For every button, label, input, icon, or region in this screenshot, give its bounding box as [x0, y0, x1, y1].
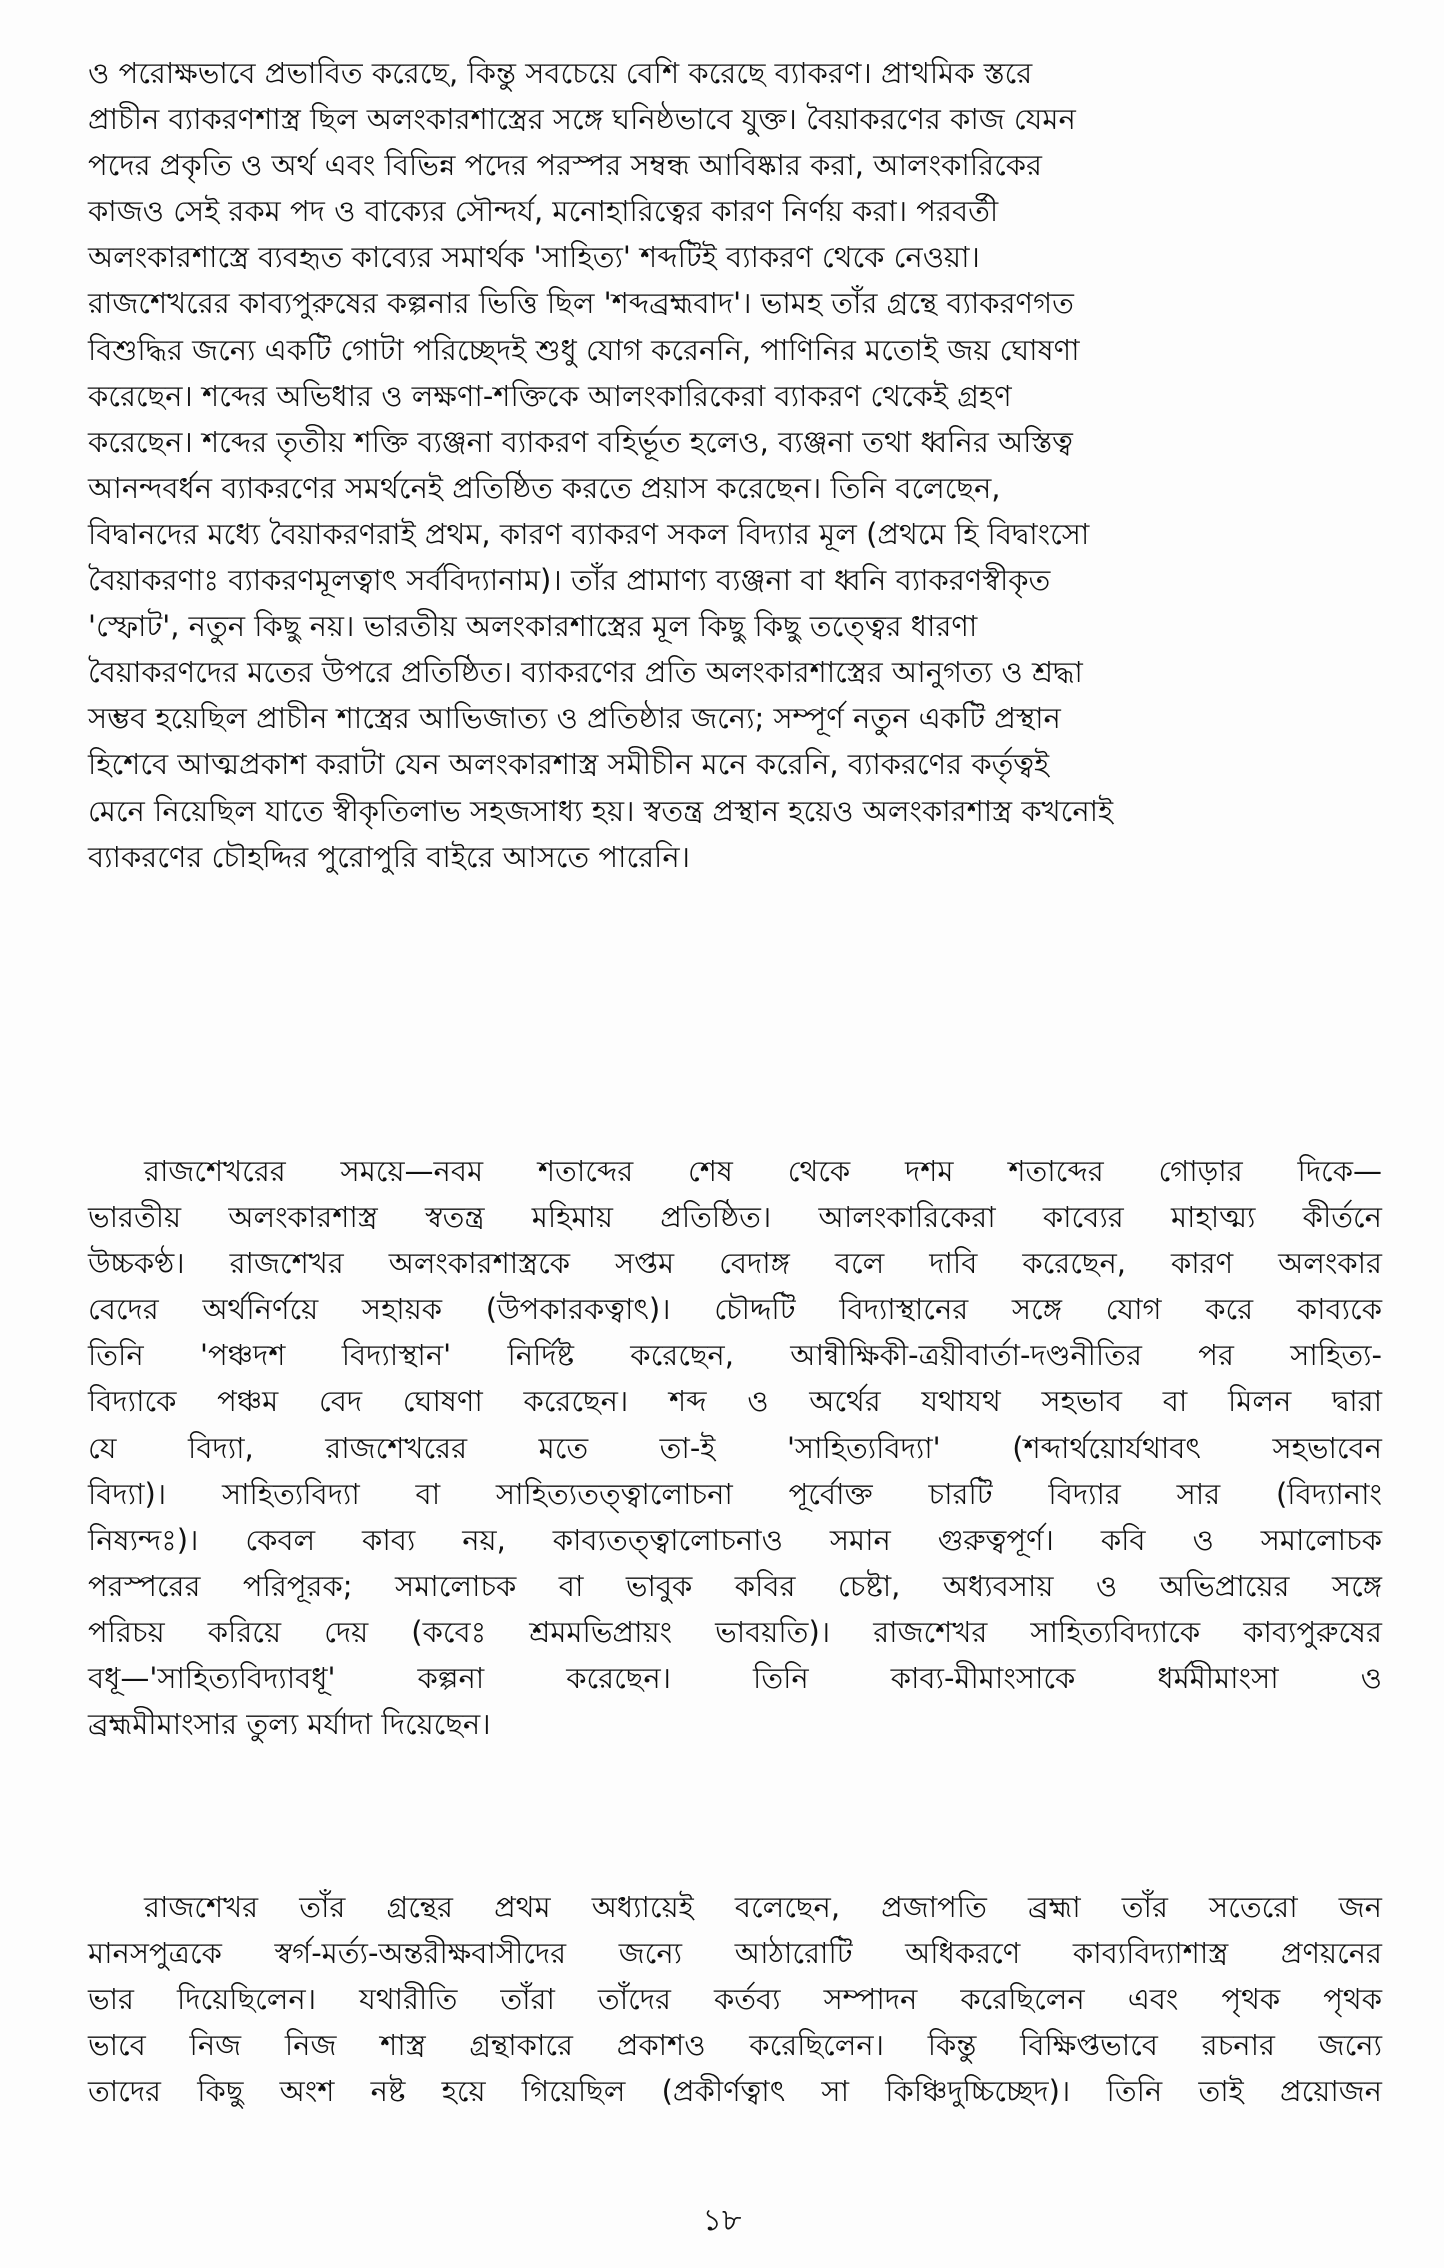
text-line: করেছেন। শব্দের তৃতীয় শক্তি ব্যঞ্জনা ব্যাকরণ বহির্ভূত হলেও, ব্যঞ্জনা তথা ধ্বনির অস্তিত্ব — [88, 424, 1073, 459]
paragraph-2-lines — [88, 1148, 1382, 1747]
text-line: তাদের কিছু অংশ নষ্ট হয়ে গিয়েছিল (প্রকীর্ণত্বাৎ সা কিঞ্চিদুচ্চিচ্ছেদ)। তিনি তাই প্রয়োজন — [88, 2074, 1382, 2109]
text-line: আনন্দবর্ধন ব্যাকরণের সমর্থনেই প্রতিষ্ঠিত করতে প্রয়াস করেছেন। তিনি বলেছেন, — [88, 470, 1001, 505]
text-line: পরস্পরের পরিপূরক; সমালোচক বা ভাবুক কবির চেষ্টা, অধ্যবসায় ও অভিপ্রায়ের সঙ্গে — [88, 1568, 1382, 1603]
text-line: পদের প্রকৃতি ও অর্থ এবং বিভিন্ন পদের পরস্পর সম্বন্ধ আবিষ্কার করা, আলংকারিকের — [88, 148, 1042, 183]
text-line: ভার দিয়েছিলেন। যথারীতি তাঁরা তাঁদের কর্তব্য সম্পাদন করেছিলেন এবং পৃথক পৃথক — [88, 1982, 1382, 2017]
text-line: রাজশেখর তাঁর গ্রন্থের প্রথম অধ্যায়েই বলেছেন, প্রজাপতি ব্রহ্মা তাঁর সতেরো জন — [144, 1890, 1382, 1924]
paragraph-3 — [88, 1884, 1382, 2114]
text-line: অলংকারশাস্ত্রে ব্যবহৃত কাব্যের সমার্থক 'সাহিত্য' শব্দটিই ব্যাকরণ থেকে নেওয়া। — [88, 240, 980, 275]
text-line: মেনে নিয়েছিল যাতে স্বীকৃতিলাভ সহজসাধ্য হয়। স্বতন্ত্র প্রস্থান হয়েও অলংকারশাস্ত্র কখনোই — [88, 793, 1114, 828]
text-line: 'স্ফোট', নতুন কিছু নয়। ভারতীয় অলংকারশাস্ত্রের মূল কিছু কিছু তত্ত্বের ধারণা — [88, 609, 978, 644]
text-line: প্রাচীন ব্যাকরণশাস্ত্র ছিল অলংকারশাস্ত্রের সঙ্গে ঘনিষ্ঠভাবে যুক্ত। বৈয়াকরণের কাজ যেমন — [88, 102, 1076, 137]
text-line: ভারতীয় অলংকারশাস্ত্র স্বতন্ত্র মহিমায় প্রতিষ্ঠিত। আলংকারিকেরা কাব্যের মাহাত্ম্য কীর্তনে — [88, 1200, 1382, 1235]
text-line: বধূ—'সাহিত্যবিদ্যাবধূ' কল্পনা করেছেন। তিনি কাব্য-মীমাংসাকে ধর্মমীমাংসা ও — [88, 1661, 1382, 1696]
text-line: করেছেন। শব্দের অভিধার ও লক্ষণা-শক্তিকে আলংকারিকেরা ব্যাকরণ থেকেই গ্রহণ — [88, 378, 1012, 413]
text-line: সম্ভব হয়েছিল প্রাচীন শাস্ত্রের আভিজাত্য ও প্রতিষ্ঠার জন্যে; সম্পূর্ণ নতুন একটি প্রস্থান — [88, 701, 1061, 736]
text-line: বিশুদ্ধির জন্যে একটি গোটা পরিচ্ছেদই শুধু যোগ করেননি, পাণিনির মতোই জয় ঘোষণা — [88, 332, 1080, 367]
text-line: বিদ্বানদের মধ্যে বৈয়াকরণরাই প্রথম, কারণ ব্যাকরণ সকল বিদ্যার মূল (প্রথমে হি বিদ্বাংসো — [88, 516, 1090, 551]
text-line: বিদ্যাকে পঞ্চম বেদ ঘোষণা করেছেন। শব্দ ও অর্থের যথাযথ সহভাব বা মিলন দ্বারা — [88, 1384, 1382, 1419]
text-line: উচ্চকণ্ঠ। রাজশেখর অলংকারশাস্ত্রকে সপ্তম বেদাঙ্গ বলে দাবি করেছেন, কারণ অলংকার — [88, 1246, 1382, 1281]
page-number: ১৮ — [702, 2203, 742, 2238]
text-line: ব্রহ্মমীমাংসার তুল্য মর্যাদা দিয়েছেন। — [88, 1707, 491, 1742]
text-line: বিদ্যা)। সাহিত্যবিদ্যা বা সাহিত্যতত্ত্বালোচনা পূর্বোক্ত চারটি বিদ্যার সার (বিদ্যানাং — [88, 1476, 1382, 1511]
text-line: নিষ্যন্দঃ)। কেবল কাব্য নয়, কাব্যতত্ত্বালোচনাও সমান গুরুত্বপূর্ণ। কবি ও সমালোচক — [88, 1522, 1382, 1557]
text-line: হিশেবে আত্মপ্রকাশ করাটা যেন অলংকারশাস্ত্র সমীচীন মনে করেনি, ব্যাকরণের কর্তৃত্বই — [88, 747, 1050, 782]
text-line: যে বিদ্যা, রাজশেখরের মতে তা-ই 'সাহিত্যবিদ্যা' (শব্দার্থয়োর্যথাবৎ সহভাবেন — [88, 1430, 1382, 1465]
text-line: ভাবে নিজ নিজ শাস্ত্র গ্রন্থাকারে প্রকাশও করেছিলেন। কিন্তু বিক্ষিপ্তভাবে রচনার জন্যে — [88, 2028, 1382, 2063]
paragraph-2 — [88, 1148, 1382, 1747]
text-line: বৈয়াকরণাঃ ব্যাকরণমূলত্বাৎ সর্ববিদ্যানাম)। তাঁর প্রামাণ্য ব্যঞ্জনা বা ধ্বনি ব্যাকরণস্বীকৃত — [88, 563, 1051, 598]
text-line: রাজশেখরের সময়ে—নবম শতাব্দের শেষ থেকে দশম শতাব্দের গোড়ার দিকে— — [144, 1154, 1382, 1188]
text-line: মানসপুত্রকে স্বর্গ-মর্ত্য-অন্তরীক্ষবাসীদের জন্যে আঠারোটি অধিকরণে কাব্যবিদ্যাশাস্ত্র প্রণয়নের — [88, 1936, 1382, 1971]
text-line: বৈয়াকরণদের মতের উপরে প্রতিষ্ঠিত। ব্যাকরণের প্রতি অলংকারশাস্ত্রের আনুগত্য ও শ্রদ্ধা — [88, 655, 1083, 690]
text-line: ব্যাকরণের চৌহদ্দির পুরোপুরি বাইরে আসতে পারেনি। — [88, 839, 691, 874]
text-line: বেদের অর্থনির্ণয়ে সহায়ক (উপকারকত্বাৎ)। চৌদ্দটি বিদ্যাস্থানের সঙ্গে যোগ করে কাব্যকে — [88, 1292, 1382, 1327]
text-line: রাজশেখরের কাব্যপুরুষের কল্পনার ভিত্তি ছিল 'শব্দব্রহ্মবাদ'। ভামহ তাঁর গ্রন্থে ব্যাকরণগত — [88, 286, 1074, 321]
paragraph-1-lines — [88, 50, 1382, 880]
text-line: ও পরোক্ষভাবে প্রভাবিত করেছে, কিন্তু সবচেয়ে বেশি করেছে ব্যাকরণ। প্রাথমিক স্তরে — [88, 56, 1033, 90]
paragraph-1 — [88, 50, 1382, 880]
text-line: কাজও সেই রকম পদ ও বাক্যের সৌন্দর্য, মনোহারিত্বের কারণ নির্ণয় করা। পরবর্তী — [88, 194, 999, 229]
text-line: তিনি 'পঞ্চদশ বিদ্যাস্থান' নির্দিষ্ট করেছেন, আন্বীক্ষিকী-ত্রয়ীবার্তা-দণ্ডনীতির পর সাহিত্য- — [88, 1338, 1382, 1373]
paragraph-3-lines — [88, 1884, 1382, 2114]
text-line: পরিচয় করিয়ে দেয় (কবেঃ শ্রমমভিপ্রায়ং ভাবয়তি)। রাজশেখর সাহিত্যবিদ্যাকে কাব্যপুরুষের — [88, 1614, 1382, 1649]
